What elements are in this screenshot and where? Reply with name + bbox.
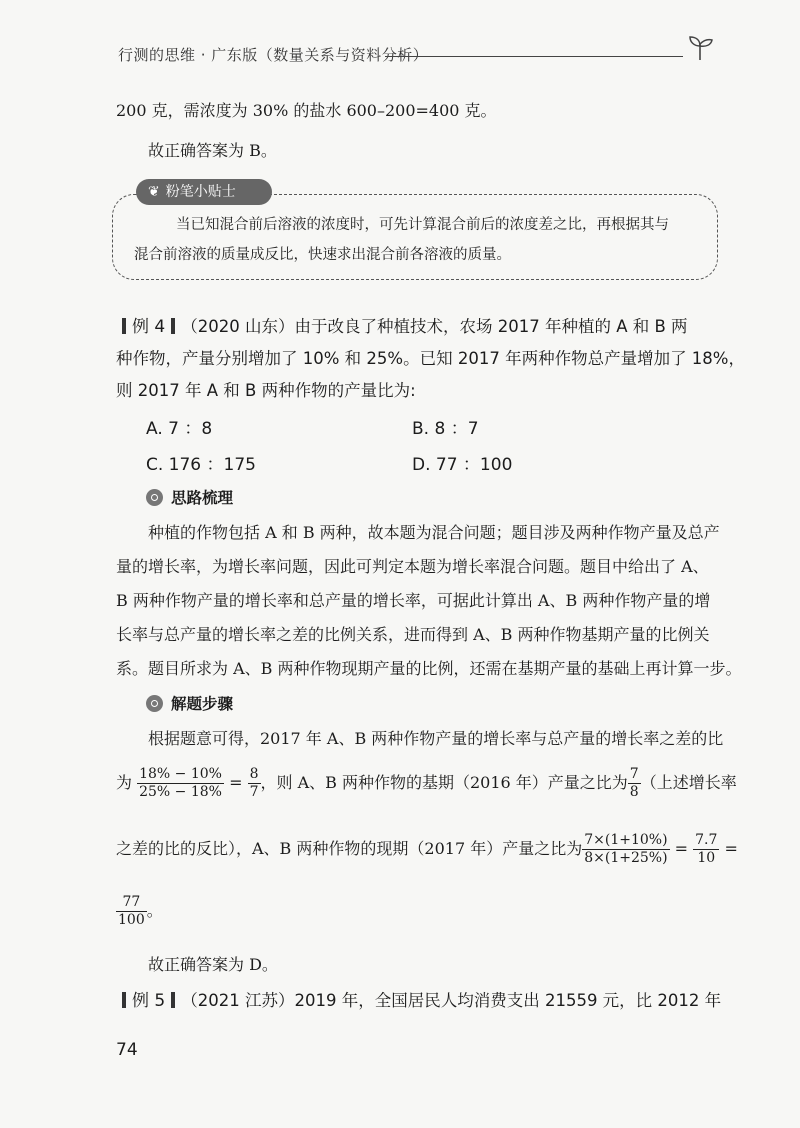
analysis-line: 种植的作物包括 A 和 B 两种，故本题为混合问题；题目涉及两种作物产量及总产 <box>148 523 720 542</box>
analysis-line: 长率与总产量的增长率之差的比例关系，进而得到 A、B 两种作物基期产量的比例关 <box>116 625 710 644</box>
example-4-line-1: 例 4 （2020 山东）由于改良了种植技术，农场 2017 年种植的 A 和 B 两 <box>116 316 688 338</box>
label-bar-left <box>122 318 126 334</box>
previous-answer: 故正确答案为 B。 <box>148 141 277 160</box>
leaf-icon: ❦ <box>148 184 160 200</box>
option-b: B. 8 ：7 <box>412 419 479 439</box>
answer: 故正确答案为 D。 <box>148 955 278 974</box>
example-label: 例 5 <box>116 991 181 1011</box>
page-number: 74 <box>116 1040 138 1060</box>
solution-formula-line: 之差的比的反比），A、B 两种作物的现期（2017 年）产量之比为 $\frac{7\times(1+10\%)}{8\times(1+25\%)}$ = $\frac{7.7}{10}$ = <box>116 832 738 866</box>
section-icon <box>146 489 163 506</box>
fraction: $\frac{7.7}{10}$ <box>695 832 718 866</box>
fraction: $\frac{77}{100}$ <box>118 894 145 928</box>
section-heading-analysis: 思路梳理 <box>146 486 233 508</box>
fraction: $\frac{8}{7}$ <box>249 766 259 800</box>
paragraph-line: 200 克，需浓度为 30% 的盐水 600–200=400 克。 <box>116 101 497 120</box>
header-rule <box>385 56 683 57</box>
example-label: 例 4 <box>116 317 181 337</box>
analysis-line: 量的增长率，为增长率问题，因此可判定本题为增长率混合问题。题目中给出了 A、 <box>116 557 709 576</box>
option-c: C. 176 ：175 <box>146 455 256 475</box>
sprout-icon <box>682 30 718 66</box>
analysis-line: 系。题目所求为 A、B 两种作物现期产量的比例，还需在基期产量的基础上再计算一步。 <box>116 659 742 678</box>
section-icon <box>146 695 163 712</box>
option-a: A. 7 ：8 <box>146 419 213 439</box>
example-4-line-2: 种作物，产量分别增加了 10% 和 25%。已知 2017 年两种作物总产量增加了 18%， <box>116 349 745 368</box>
tip-text-line: 当已知混合前后溶液的浓度时，可先计算混合前后的浓度差之比，再根据其与 <box>176 217 669 233</box>
label-bar-left <box>122 992 126 1008</box>
solution-result: $\frac{77}{100}$ 。 <box>118 894 163 928</box>
tip-box <box>112 194 718 280</box>
running-header: 行测的思维 · 广东版（数量关系与资料分析） <box>118 46 429 64</box>
fraction: $\frac{7}{8}$ <box>629 766 639 800</box>
label-bar-right <box>171 992 175 1008</box>
tip-text-line: 混合前溶液的质量成反比，快速求出混合前各溶液的质量。 <box>134 247 511 263</box>
solution-line: 根据题意可得，2017 年 A、B 两种作物产量的增长率与总产量的增长率之差的比 <box>148 729 724 748</box>
section-heading-solution: 解题步骤 <box>146 692 233 714</box>
analysis-line: B 两种作物产量的增长率和总产量的增长率，可据此计算出 A、B 两种作物产量的增 <box>116 591 711 610</box>
option-d: D. 77 ：100 <box>412 455 513 475</box>
solution-formula-line: 为 $\frac{18\% - 10\%}{25\% - 18\%}$ = $\frac{8}{7}$ ，则 A、B 两种作物的基期（2016 年）产量之比为 $\frac{7}{8}$ （上述增长率 <box>116 766 737 800</box>
example-4-line-3: 则 2017 年 A 和 B 两种作物的产量比为: <box>116 381 416 400</box>
tip-label: ❦ 粉笔小贴士 <box>136 179 272 205</box>
fraction: $\frac{18\% - 10\%}{25\% - 18\%}$ <box>139 766 222 800</box>
example-5-line-1: 例 5 （2021 江苏）2019 年，全国居民人均消费支出 21559 元，比 2012 年 <box>116 990 721 1012</box>
fraction: $\frac{7\times(1+10\%)}{8\times(1+25\%)}$ <box>584 832 668 866</box>
label-bar-right <box>171 318 175 334</box>
